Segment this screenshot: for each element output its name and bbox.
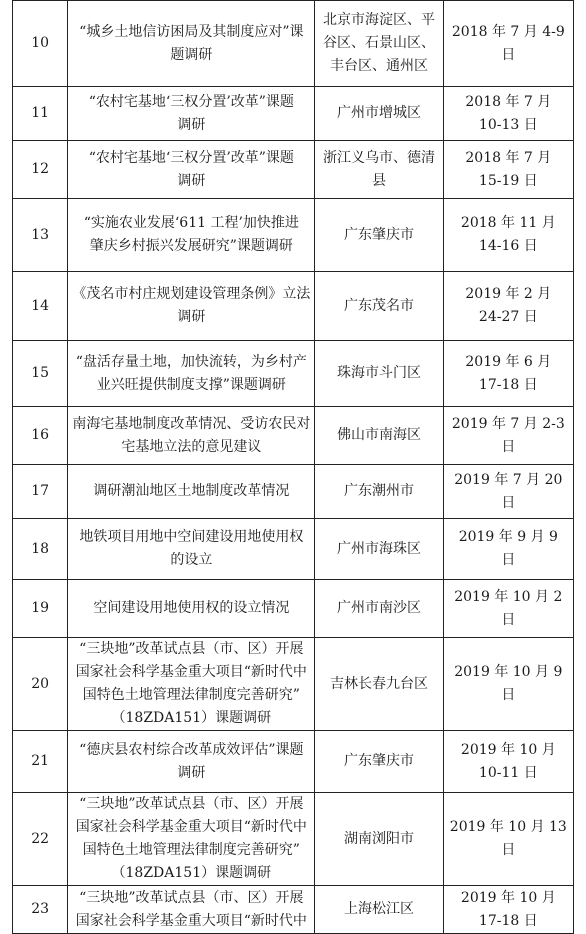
row-date-cell	[443, 519, 573, 580]
row-place-cell	[315, 407, 443, 465]
row-number-cell	[13, 272, 68, 341]
row-topic-cell	[68, 580, 315, 638]
table-row	[13, 341, 574, 407]
row-number-cell	[13, 638, 68, 731]
row-date: 2019 年 9 月 9 日	[458, 529, 558, 568]
row-topic: 《茂名市村庄规划建设管理条例》立法 调研	[72, 286, 311, 325]
row-place: 佛山市南海区	[337, 427, 422, 443]
row-place-cell	[315, 199, 443, 272]
row-place: 北京市海淀区、平 谷区、石景山区、 丰台区、通州区	[323, 12, 436, 74]
row-number-cell	[13, 793, 68, 886]
row-place-cell	[315, 793, 443, 886]
table-row	[13, 199, 574, 272]
row-number: 11	[31, 105, 50, 121]
table-row	[13, 465, 574, 519]
row-place-cell	[315, 341, 443, 407]
row-topic-cell	[68, 1, 315, 87]
table-body	[13, 1, 574, 934]
row-date: 2019 年 2 月 24-27 日	[465, 286, 552, 325]
row-number: 13	[31, 226, 50, 243]
row-topic-cell	[68, 465, 315, 519]
row-date-cell	[443, 638, 573, 731]
row-date-cell	[443, 793, 573, 886]
row-date: 2019 年 10 月 13 日	[449, 819, 567, 858]
row-number: 20	[31, 675, 50, 692]
row-topic-cell	[68, 793, 315, 886]
row-topic-cell	[68, 199, 315, 272]
row-date: 2018 年 11 月 14-16 日	[460, 215, 556, 254]
row-date: 2019 年 7 月 20 日	[454, 471, 563, 511]
row-number: 19	[31, 600, 50, 616]
row-topic: “德庆县农村综合改革成效评估”课题 调研	[79, 741, 304, 781]
table-row	[13, 731, 574, 793]
row-number-cell	[13, 199, 68, 272]
row-topic-cell	[68, 272, 315, 341]
row-number: 12	[31, 161, 50, 177]
row-place: 广东茂名市	[344, 297, 415, 314]
table-row	[13, 519, 574, 580]
row-date-cell	[443, 1, 573, 87]
table-row	[13, 580, 574, 638]
row-number-cell	[13, 341, 68, 407]
table-row	[13, 407, 574, 465]
row-place-cell	[315, 87, 443, 141]
row-date: 2019 年 7 月 2-3 日	[451, 415, 565, 455]
row-number: 22	[31, 830, 50, 847]
row-number-cell	[13, 1, 68, 87]
row-number-cell	[13, 465, 68, 519]
table-row	[13, 793, 574, 886]
row-number-cell	[13, 141, 68, 199]
row-topic-cell	[68, 141, 315, 199]
row-number: 21	[31, 753, 50, 769]
row-date-cell	[443, 465, 573, 519]
row-date-cell	[443, 407, 573, 465]
row-topic: 地铁项目用地中空间建设用地使用权 的设立	[79, 529, 304, 568]
row-date-cell	[443, 199, 573, 272]
row-topic: “农村宅基地‘三权分置’改革”课题 调研	[88, 93, 294, 133]
row-date-cell	[443, 87, 573, 141]
row-number: 10	[31, 35, 50, 51]
row-date: 2019 年 6 月 17-18 日	[465, 353, 552, 393]
row-number-cell	[13, 731, 68, 793]
row-number-cell	[13, 519, 68, 580]
row-topic: “农村宅基地‘三权分置’改革”课题 调研	[88, 149, 294, 189]
row-topic-cell	[68, 407, 315, 465]
row-date-cell	[443, 341, 573, 407]
row-place: 湖南浏阳市	[344, 830, 415, 847]
row-date: 2019 年 10 月 10-11 日	[460, 741, 556, 781]
table-row	[13, 886, 574, 934]
table-row	[13, 1, 574, 87]
row-topic: “三块地”改革试点县（市、区）开展 国家社会科学基金重大项目“新时代中 国特色土地管理法律制度完善研究” （18ZDA151）课题调研	[75, 641, 307, 726]
row-topic: “城乡土地信访困局及其制度应对”课 题调研	[79, 23, 304, 63]
row-topic: 空间建设用地使用权的设立情况	[93, 600, 290, 616]
row-place-cell	[315, 580, 443, 638]
table-row	[13, 272, 574, 341]
row-number: 18	[31, 540, 50, 557]
row-place: 广东潮州市	[344, 483, 415, 499]
row-topic-cell	[68, 638, 315, 731]
row-date-cell	[443, 886, 573, 934]
row-place-cell	[315, 519, 443, 580]
row-number-cell	[13, 87, 68, 141]
row-date: 2018 年 7 月 15-19 日	[465, 149, 552, 189]
row-topic: “实施农业发展‘611 工程’加快推进 肇庆乡村振兴发展研究”课题调研	[83, 215, 299, 254]
row-date: 2019 年 10 月 17-18 日	[460, 889, 556, 929]
row-number-cell	[13, 580, 68, 638]
row-place-cell	[315, 731, 443, 793]
row-place: 广东肇庆市	[344, 753, 415, 769]
row-date: 2019 年 10 月 9 日	[454, 664, 563, 703]
row-place: 上海松江区	[344, 901, 415, 917]
row-number: 15	[31, 365, 50, 381]
row-place: 吉林长春九台区	[330, 675, 429, 692]
row-date-cell	[443, 731, 573, 793]
row-number: 17	[31, 483, 50, 499]
row-topic: “三块地”改革试点县（市、区）开展 国家社会科学基金重大项目“新时代中 国特色土地管理法律制度完善研究” （18ZDA151）课题调研	[75, 796, 307, 881]
row-topic-cell	[68, 886, 315, 934]
row-place-cell	[315, 638, 443, 731]
row-place-cell	[315, 272, 443, 341]
row-place-cell	[315, 886, 443, 934]
row-date: 2018 年 7 月 4-9 日	[451, 23, 565, 63]
table-row	[13, 87, 574, 141]
row-date-cell	[443, 272, 573, 341]
row-number-cell	[13, 886, 68, 934]
row-number-cell	[13, 407, 68, 465]
row-topic-cell	[68, 731, 315, 793]
row-number: 23	[31, 901, 50, 917]
row-place-cell	[315, 465, 443, 519]
row-topic: “三块地”改革试点县（市、区）开展 国家社会科学基金重大项目“新时代中	[75, 889, 307, 929]
row-date-cell	[443, 141, 573, 199]
row-place-cell	[315, 141, 443, 199]
row-date: 2018 年 7 月 10-13 日	[465, 93, 552, 133]
row-place: 广州市海珠区	[337, 540, 422, 557]
row-place: 珠海市斗门区	[337, 365, 422, 381]
row-place: 广州市南沙区	[337, 600, 422, 616]
row-place: 浙江义乌市、德清 县	[323, 149, 436, 189]
row-date: 2019 年 10 月 2 日	[454, 588, 563, 628]
row-topic-cell	[68, 87, 315, 141]
row-place: 广东肇庆市	[344, 226, 415, 243]
row-date-cell	[443, 580, 573, 638]
row-topic: “盘活存量土地，加快流转，为乡村产 业兴旺提供制度支撑”课题调研	[75, 353, 307, 393]
row-topic-cell	[68, 519, 315, 580]
row-number: 14	[31, 297, 50, 314]
table-row	[13, 638, 574, 731]
row-number: 16	[31, 427, 50, 443]
row-topic-cell	[68, 341, 315, 407]
row-topic: 调研潮汕地区土地制度改革情况	[93, 483, 290, 499]
row-topic: 南海宅基地制度改革情况、受访农民对 宅基地立法的意见建议	[72, 415, 311, 455]
row-place-cell	[315, 1, 443, 87]
research-table	[12, 0, 574, 934]
table-row	[13, 141, 574, 199]
row-place: 广州市增城区	[337, 105, 422, 121]
